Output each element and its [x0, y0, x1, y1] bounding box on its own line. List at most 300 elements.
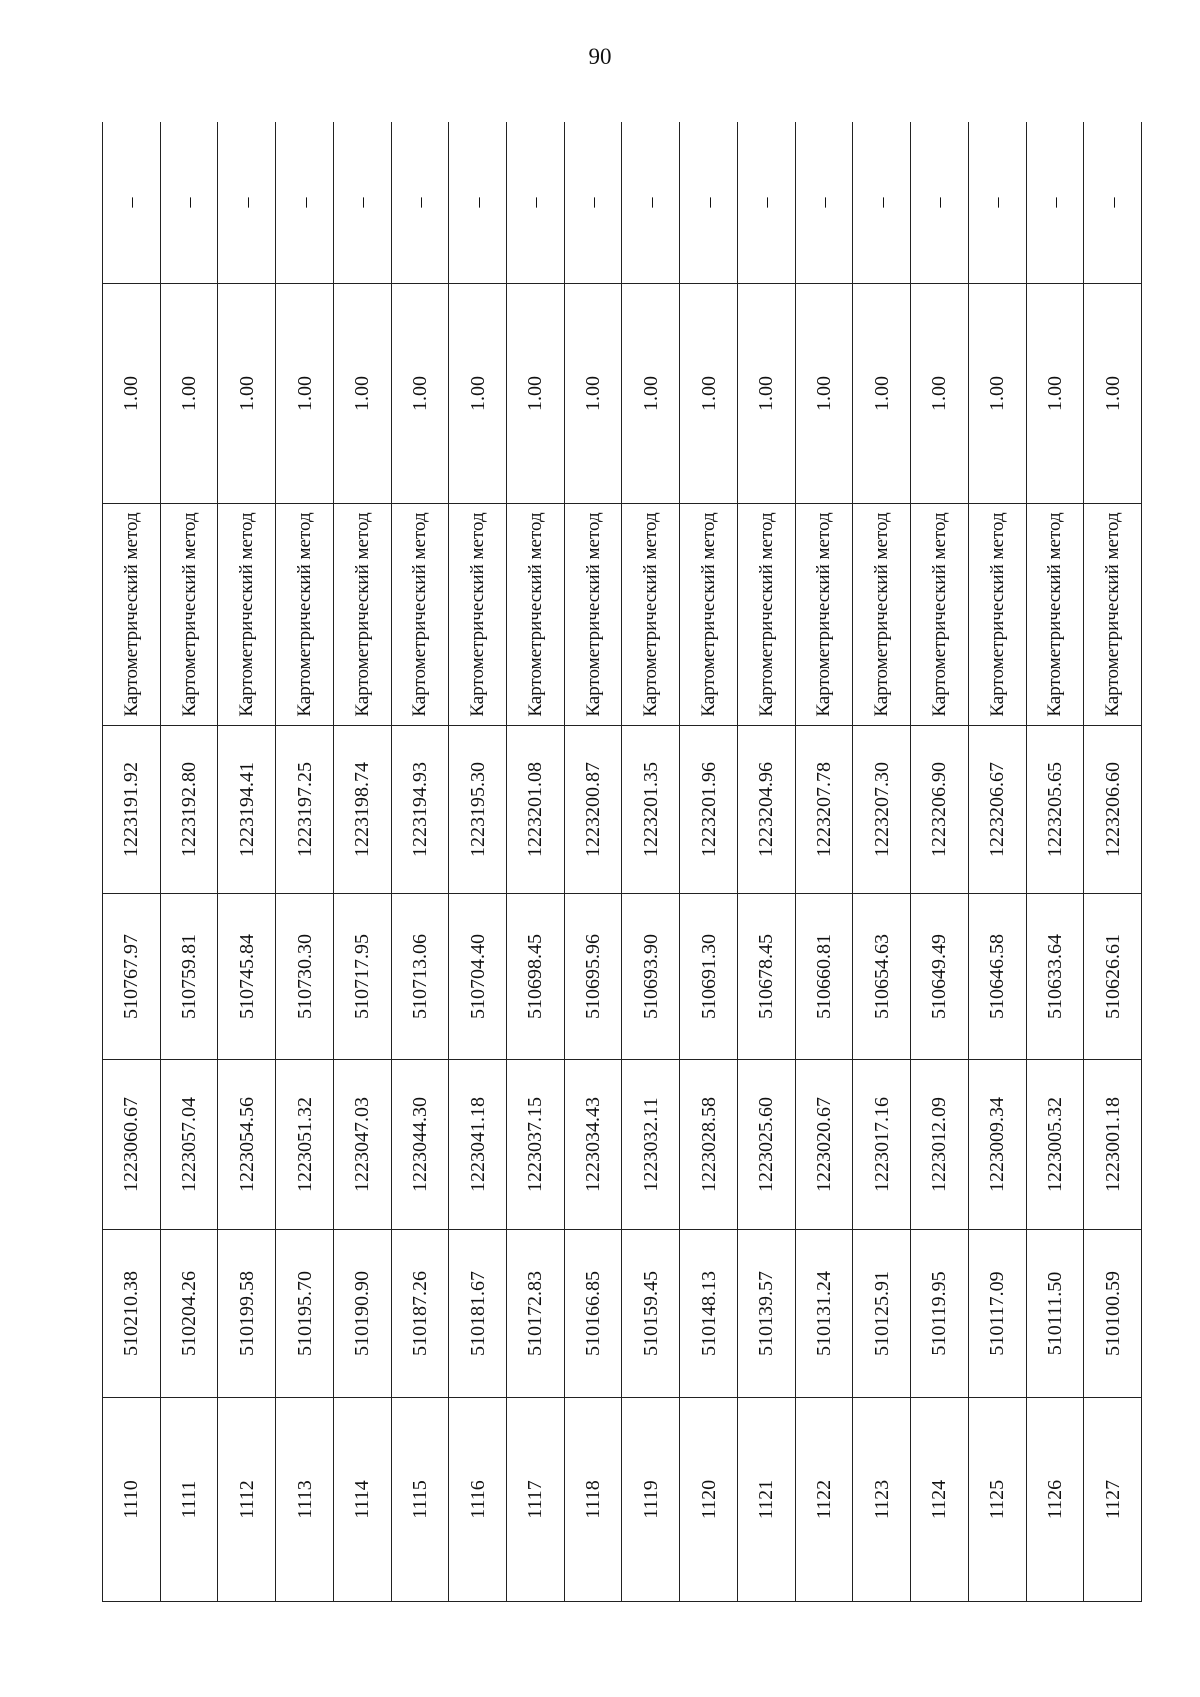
point-number-cell-text: 1117	[524, 1480, 547, 1519]
x-coordinate-new-cell	[218, 894, 276, 1060]
y-coordinate-existing-cell	[680, 1060, 738, 1230]
accuracy-cell-text: 1.00	[1043, 376, 1066, 411]
y-coordinate-existing-cell	[160, 1060, 218, 1230]
method-cell-text: Картометрический метод	[351, 512, 373, 717]
y-coordinate-existing-cell	[737, 1060, 795, 1230]
point-number-cell	[160, 1398, 218, 1602]
accuracy-cell-text: 1.00	[178, 376, 201, 411]
note-cell	[737, 122, 795, 284]
coordinates-table-container	[102, 122, 1142, 1602]
y-coordinate-existing-cell	[911, 1060, 969, 1230]
y-coordinate-existing-cell-text: 1223009.34	[986, 1097, 1009, 1192]
x-coordinate-existing-cell	[737, 1230, 795, 1398]
point-number-cell	[853, 1398, 911, 1602]
method-cell-text: Картометрический метод	[236, 512, 258, 717]
table-row	[1026, 122, 1084, 1602]
accuracy-cell-text: 1.00	[986, 376, 1009, 411]
method-cell	[449, 504, 507, 726]
note-cell-text: –	[466, 197, 489, 208]
method-cell	[276, 504, 334, 726]
x-coordinate-new-cell-text: 510678.45	[755, 934, 778, 1019]
y-coordinate-new-cell	[507, 726, 565, 894]
y-coordinate-new-cell	[622, 726, 680, 894]
x-coordinate-existing-cell	[333, 1230, 391, 1398]
method-cell-text: Картометрический метод	[1044, 512, 1066, 717]
x-coordinate-new-cell	[1084, 894, 1142, 1060]
y-coordinate-new-cell	[911, 726, 969, 894]
note-cell-text: –	[812, 197, 835, 208]
x-coordinate-existing-cell-text: 510139.57	[755, 1271, 778, 1356]
x-coordinate-new-cell-text: 510698.45	[524, 934, 547, 1019]
y-coordinate-new-cell-text: 1223200.87	[582, 762, 605, 857]
method-cell-text: Картометрический метод	[640, 512, 662, 717]
x-coordinate-new-cell-text: 510646.58	[986, 934, 1009, 1019]
note-cell-text: –	[582, 197, 605, 208]
note-cell	[853, 122, 911, 284]
y-coordinate-existing-cell	[333, 1060, 391, 1230]
y-coordinate-existing-cell-text: 1223054.56	[235, 1097, 258, 1192]
y-coordinate-new-cell-text: 1223198.74	[351, 762, 374, 857]
x-coordinate-new-cell-text: 510745.84	[235, 934, 258, 1019]
method-cell	[911, 504, 969, 726]
y-coordinate-new-cell-text: 1223206.90	[928, 762, 951, 857]
point-number-cell	[218, 1398, 276, 1602]
point-number-cell	[1084, 1398, 1142, 1602]
point-number-cell	[795, 1398, 853, 1602]
y-coordinate-new-cell	[1026, 726, 1084, 894]
method-cell-text: Картометрический метод	[178, 512, 200, 717]
note-cell	[622, 122, 680, 284]
y-coordinate-existing-cell-text: 1223041.18	[466, 1097, 489, 1192]
x-coordinate-new-cell-text: 510704.40	[466, 934, 489, 1019]
x-coordinate-new-cell-text: 510626.61	[1101, 934, 1124, 1019]
accuracy-cell-text: 1.00	[1101, 376, 1124, 411]
x-coordinate-new-cell-text: 510717.95	[351, 934, 374, 1019]
method-cell-text: Картометрический метод	[120, 512, 142, 717]
x-coordinate-new-cell-text: 510767.97	[120, 934, 143, 1019]
x-coordinate-existing-cell	[680, 1230, 738, 1398]
note-cell	[449, 122, 507, 284]
note-cell-text: –	[755, 197, 778, 208]
x-coordinate-new-cell-text: 510660.81	[812, 934, 835, 1019]
point-number-cell-text: 1124	[928, 1479, 951, 1520]
x-coordinate-existing-cell-text: 510166.85	[582, 1271, 605, 1356]
x-coordinate-existing-cell	[160, 1230, 218, 1398]
point-number-cell-text: 1110	[120, 1480, 143, 1519]
point-number-cell-text: 1122	[812, 1479, 835, 1520]
x-coordinate-existing-cell	[449, 1230, 507, 1398]
y-coordinate-existing-cell-text: 1223001.18	[1101, 1097, 1124, 1192]
point-number-cell	[911, 1398, 969, 1602]
x-coordinate-existing-cell-text: 510187.26	[408, 1271, 431, 1356]
table-row	[795, 122, 853, 1602]
x-coordinate-new-cell	[911, 894, 969, 1060]
x-coordinate-existing-cell	[622, 1230, 680, 1398]
method-cell-text: Картометрический метод	[582, 512, 604, 717]
y-coordinate-new-cell	[680, 726, 738, 894]
accuracy-cell	[622, 284, 680, 504]
y-coordinate-new-cell-text: 1223207.30	[870, 762, 893, 857]
accuracy-cell-text: 1.00	[524, 376, 547, 411]
table-row	[218, 122, 276, 1602]
accuracy-cell	[391, 284, 449, 504]
accuracy-cell	[276, 284, 334, 504]
note-cell	[160, 122, 218, 284]
accuracy-cell	[1026, 284, 1084, 504]
note-cell	[218, 122, 276, 284]
y-coordinate-new-cell	[218, 726, 276, 894]
x-coordinate-new-cell	[103, 894, 161, 1060]
accuracy-cell-text: 1.00	[812, 376, 835, 411]
accuracy-cell	[853, 284, 911, 504]
x-coordinate-new-cell	[333, 894, 391, 1060]
method-cell-text: Картометрический метод	[294, 512, 316, 717]
note-cell-text: –	[351, 197, 374, 208]
point-number-cell	[391, 1398, 449, 1602]
method-cell-text: Картометрический метод	[986, 512, 1008, 717]
y-coordinate-existing-cell	[853, 1060, 911, 1230]
note-cell-text: –	[697, 197, 720, 208]
x-coordinate-existing-cell	[276, 1230, 334, 1398]
x-coordinate-new-cell-text: 510695.96	[582, 934, 605, 1019]
note-cell	[564, 122, 622, 284]
note-cell	[276, 122, 334, 284]
y-coordinate-existing-cell-text: 1223037.15	[524, 1097, 547, 1192]
x-coordinate-existing-cell-text: 510119.95	[928, 1271, 951, 1356]
y-coordinate-new-cell-text: 1223191.92	[120, 762, 143, 857]
y-coordinate-new-cell	[449, 726, 507, 894]
y-coordinate-new-cell	[1084, 726, 1142, 894]
x-coordinate-existing-cell-text: 510190.90	[351, 1271, 374, 1356]
x-coordinate-existing-cell-text: 510111.50	[1043, 1271, 1066, 1356]
point-number-cell-text: 1113	[293, 1480, 316, 1519]
y-coordinate-existing-cell	[968, 1060, 1026, 1230]
y-coordinate-existing-cell-text: 1223060.67	[120, 1097, 143, 1192]
x-coordinate-existing-cell	[1084, 1230, 1142, 1398]
method-cell-text: Картометрический метод	[1102, 512, 1124, 717]
note-cell-text: –	[1101, 197, 1124, 208]
y-coordinate-existing-cell-text: 1223047.03	[351, 1097, 374, 1192]
page-number: 90	[588, 44, 612, 69]
y-coordinate-existing-cell	[1084, 1060, 1142, 1230]
y-coordinate-existing-cell-text: 1223028.58	[697, 1097, 720, 1192]
x-coordinate-new-cell	[1026, 894, 1084, 1060]
x-coordinate-new-cell-text: 510693.90	[639, 934, 662, 1019]
x-coordinate-existing-cell	[218, 1230, 276, 1398]
point-number-cell-text: 1111	[178, 1480, 201, 1519]
y-coordinate-existing-cell-text: 1223032.11	[639, 1097, 662, 1192]
y-coordinate-existing-cell	[1026, 1060, 1084, 1230]
x-coordinate-existing-cell	[968, 1230, 1026, 1398]
note-cell	[507, 122, 565, 284]
method-cell-text: Картометрический метод	[813, 512, 835, 717]
point-number-cell-text: 1114	[351, 1480, 374, 1519]
accuracy-cell	[103, 284, 161, 504]
y-coordinate-new-cell-text: 1223194.41	[235, 762, 258, 857]
y-coordinate-new-cell	[276, 726, 334, 894]
x-coordinate-new-cell-text: 510691.30	[697, 934, 720, 1019]
y-coordinate-new-cell-text: 1223207.78	[812, 762, 835, 857]
accuracy-cell-text: 1.00	[293, 376, 316, 411]
table-row	[737, 122, 795, 1602]
table-row	[160, 122, 218, 1602]
y-coordinate-existing-cell	[795, 1060, 853, 1230]
x-coordinate-new-cell-text: 510759.81	[178, 934, 201, 1019]
accuracy-cell-text: 1.00	[870, 376, 893, 411]
accuracy-cell-text: 1.00	[639, 376, 662, 411]
accuracy-cell-text: 1.00	[697, 376, 720, 411]
point-number-cell	[276, 1398, 334, 1602]
point-number-cell-text: 1116	[466, 1480, 489, 1519]
x-coordinate-new-cell	[449, 894, 507, 1060]
method-cell-text: Картометрический метод	[871, 512, 893, 717]
accuracy-cell-text: 1.00	[755, 376, 778, 411]
y-coordinate-existing-cell-text: 1223012.09	[928, 1097, 951, 1192]
point-number-cell	[968, 1398, 1026, 1602]
x-coordinate-existing-cell-text: 510181.67	[466, 1271, 489, 1356]
y-coordinate-new-cell	[103, 726, 161, 894]
accuracy-cell-text: 1.00	[235, 376, 258, 411]
x-coordinate-existing-cell	[853, 1230, 911, 1398]
accuracy-cell-text: 1.00	[351, 376, 374, 411]
point-number-cell	[737, 1398, 795, 1602]
note-cell-text: –	[178, 197, 201, 208]
x-coordinate-new-cell	[391, 894, 449, 1060]
point-number-cell	[1026, 1398, 1084, 1602]
x-coordinate-existing-cell	[507, 1230, 565, 1398]
y-coordinate-existing-cell-text: 1223005.32	[1043, 1097, 1066, 1192]
note-cell	[680, 122, 738, 284]
method-cell	[391, 504, 449, 726]
point-number-cell-text: 1121	[755, 1479, 778, 1520]
point-number-cell	[564, 1398, 622, 1602]
method-cell	[160, 504, 218, 726]
accuracy-cell	[449, 284, 507, 504]
note-cell	[1084, 122, 1142, 284]
coordinates-table-body	[103, 122, 1142, 1602]
method-cell	[507, 504, 565, 726]
table-row	[911, 122, 969, 1602]
point-number-cell-text: 1127	[1101, 1479, 1124, 1520]
point-number-cell	[622, 1398, 680, 1602]
x-coordinate-existing-cell	[564, 1230, 622, 1398]
y-coordinate-new-cell-text: 1223201.96	[697, 762, 720, 857]
y-coordinate-new-cell	[968, 726, 1026, 894]
note-cell-text: –	[293, 197, 316, 208]
point-number-cell	[680, 1398, 738, 1602]
y-coordinate-existing-cell-text: 1223020.67	[812, 1097, 835, 1192]
accuracy-cell	[333, 284, 391, 504]
point-number-cell-text: 1123	[870, 1479, 893, 1520]
table-row	[564, 122, 622, 1602]
y-coordinate-existing-cell-text: 1223057.04	[178, 1097, 201, 1192]
table-row	[103, 122, 161, 1602]
note-cell-text: –	[639, 197, 662, 208]
y-coordinate-existing-cell-text: 1223034.43	[582, 1097, 605, 1192]
table-row	[333, 122, 391, 1602]
y-coordinate-existing-cell	[507, 1060, 565, 1230]
method-cell	[1084, 504, 1142, 726]
x-coordinate-existing-cell	[391, 1230, 449, 1398]
y-coordinate-new-cell-text: 1223195.30	[466, 762, 489, 857]
note-cell	[795, 122, 853, 284]
method-cell-text: Картометрический метод	[928, 512, 950, 717]
y-coordinate-new-cell	[391, 726, 449, 894]
accuracy-cell	[1084, 284, 1142, 504]
accuracy-cell-text: 1.00	[928, 376, 951, 411]
note-cell-text: –	[986, 197, 1009, 208]
y-coordinate-new-cell-text: 1223206.67	[986, 762, 1009, 857]
x-coordinate-existing-cell	[795, 1230, 853, 1398]
method-cell	[622, 504, 680, 726]
method-cell	[737, 504, 795, 726]
y-coordinate-existing-cell	[622, 1060, 680, 1230]
note-cell-text: –	[408, 197, 431, 208]
y-coordinate-existing-cell-text: 1223044.30	[408, 1097, 431, 1192]
method-cell-text: Картометрический метод	[409, 512, 431, 717]
note-cell-text: –	[1043, 197, 1066, 208]
method-cell	[680, 504, 738, 726]
y-coordinate-new-cell-text: 1223201.35	[639, 762, 662, 857]
point-number-cell-text: 1115	[408, 1480, 431, 1519]
y-coordinate-new-cell	[737, 726, 795, 894]
accuracy-cell	[680, 284, 738, 504]
accuracy-cell	[737, 284, 795, 504]
y-coordinate-existing-cell	[391, 1060, 449, 1230]
y-coordinate-new-cell-text: 1223204.96	[755, 762, 778, 857]
point-number-cell	[333, 1398, 391, 1602]
accuracy-cell	[218, 284, 276, 504]
y-coordinate-existing-cell-text: 1223051.32	[293, 1097, 316, 1192]
point-number-cell	[449, 1398, 507, 1602]
method-cell-text: Картометрический метод	[524, 512, 546, 717]
table-row	[449, 122, 507, 1602]
point-number-cell-text: 1118	[582, 1480, 605, 1519]
x-coordinate-existing-cell	[103, 1230, 161, 1398]
x-coordinate-existing-cell-text: 510195.70	[293, 1271, 316, 1356]
x-coordinate-existing-cell-text: 510117.09	[986, 1271, 1009, 1356]
x-coordinate-new-cell	[968, 894, 1026, 1060]
accuracy-cell	[795, 284, 853, 504]
note-cell	[968, 122, 1026, 284]
y-coordinate-new-cell	[160, 726, 218, 894]
point-number-cell-text: 1112	[235, 1480, 258, 1519]
point-number-cell-text: 1125	[986, 1479, 1009, 1520]
method-cell	[795, 504, 853, 726]
y-coordinate-existing-cell	[564, 1060, 622, 1230]
table-row	[968, 122, 1026, 1602]
table-row	[622, 122, 680, 1602]
y-coordinate-existing-cell	[103, 1060, 161, 1230]
method-cell	[1026, 504, 1084, 726]
x-coordinate-new-cell-text: 510654.63	[870, 934, 893, 1019]
x-coordinate-new-cell-text: 510713.06	[408, 934, 431, 1019]
accuracy-cell	[507, 284, 565, 504]
accuracy-cell-text: 1.00	[582, 376, 605, 411]
method-cell-text: Картометрический метод	[698, 512, 720, 717]
y-coordinate-new-cell	[853, 726, 911, 894]
method-cell-text: Картометрический метод	[467, 512, 489, 717]
table-row	[680, 122, 738, 1602]
method-cell	[853, 504, 911, 726]
point-number-cell	[103, 1398, 161, 1602]
note-cell-text: –	[928, 197, 951, 208]
x-coordinate-new-cell	[564, 894, 622, 1060]
x-coordinate-existing-cell-text: 510131.24	[812, 1271, 835, 1356]
x-coordinate-existing-cell-text: 510125.91	[870, 1271, 893, 1356]
y-coordinate-existing-cell	[276, 1060, 334, 1230]
accuracy-cell	[160, 284, 218, 504]
method-cell	[218, 504, 276, 726]
note-cell-text: –	[524, 197, 547, 208]
y-coordinate-new-cell	[795, 726, 853, 894]
note-cell	[333, 122, 391, 284]
x-coordinate-new-cell	[680, 894, 738, 1060]
x-coordinate-existing-cell-text: 510100.59	[1101, 1271, 1124, 1356]
y-coordinate-existing-cell-text: 1223025.60	[755, 1097, 778, 1192]
y-coordinate-new-cell	[564, 726, 622, 894]
table-row	[276, 122, 334, 1602]
point-number-cell-text: 1120	[697, 1479, 720, 1520]
point-number-cell-text: 1126	[1043, 1479, 1066, 1520]
accuracy-cell	[968, 284, 1026, 504]
y-coordinate-existing-cell	[218, 1060, 276, 1230]
note-cell	[911, 122, 969, 284]
point-number-cell-text: 1119	[639, 1480, 662, 1519]
x-coordinate-new-cell	[737, 894, 795, 1060]
y-coordinate-new-cell-text: 1223205.65	[1043, 762, 1066, 857]
x-coordinate-new-cell-text: 510649.49	[928, 934, 951, 1019]
x-coordinate-existing-cell-text: 510204.26	[178, 1271, 201, 1356]
x-coordinate-existing-cell-text: 510210.38	[120, 1271, 143, 1356]
table-row	[853, 122, 911, 1602]
accuracy-cell-text: 1.00	[120, 376, 143, 411]
note-cell	[391, 122, 449, 284]
y-coordinate-new-cell-text: 1223192.80	[178, 762, 201, 857]
y-coordinate-new-cell-text: 1223194.93	[408, 762, 431, 857]
x-coordinate-existing-cell	[1026, 1230, 1084, 1398]
table-row	[391, 122, 449, 1602]
accuracy-cell	[564, 284, 622, 504]
x-coordinate-new-cell	[276, 894, 334, 1060]
x-coordinate-existing-cell	[911, 1230, 969, 1398]
y-coordinate-existing-cell	[449, 1060, 507, 1230]
y-coordinate-new-cell	[333, 726, 391, 894]
note-cell-text: –	[235, 197, 258, 208]
accuracy-cell-text: 1.00	[466, 376, 489, 411]
method-cell	[103, 504, 161, 726]
note-cell-text: –	[120, 197, 143, 208]
x-coordinate-new-cell-text: 510730.30	[293, 934, 316, 1019]
point-number-cell	[507, 1398, 565, 1602]
method-cell	[564, 504, 622, 726]
accuracy-cell	[911, 284, 969, 504]
x-coordinate-new-cell	[853, 894, 911, 1060]
y-coordinate-new-cell-text: 1223206.60	[1101, 762, 1124, 857]
x-coordinate-new-cell	[795, 894, 853, 1060]
accuracy-cell-text: 1.00	[408, 376, 431, 411]
y-coordinate-new-cell-text: 1223197.25	[293, 762, 316, 857]
y-coordinate-existing-cell-text: 1223017.16	[870, 1097, 893, 1192]
x-coordinate-existing-cell-text: 510199.58	[235, 1271, 258, 1356]
x-coordinate-existing-cell-text: 510148.13	[697, 1271, 720, 1356]
x-coordinate-existing-cell-text: 510159.45	[639, 1271, 662, 1356]
table-row	[1084, 122, 1142, 1602]
table-row	[507, 122, 565, 1602]
x-coordinate-existing-cell-text: 510172.83	[524, 1271, 547, 1356]
y-coordinate-new-cell-text: 1223201.08	[524, 762, 547, 857]
x-coordinate-new-cell	[160, 894, 218, 1060]
